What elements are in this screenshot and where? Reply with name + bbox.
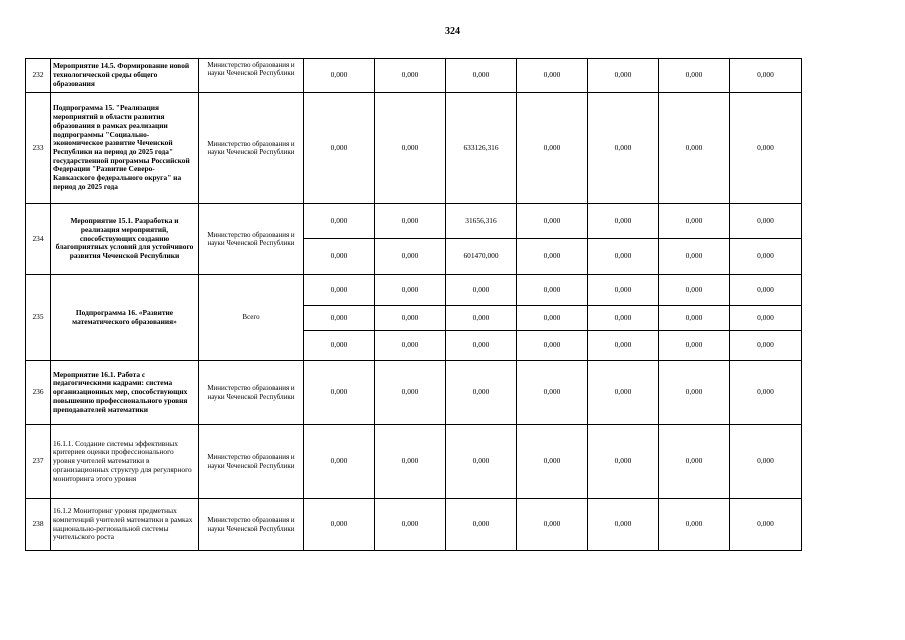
row-number: 232 xyxy=(26,59,51,93)
value-cell: 0,000 xyxy=(588,425,659,499)
row-number: 236 xyxy=(26,361,51,425)
row-number: 238 xyxy=(26,499,51,551)
activity-name: Подпрограмма 15. "Реализация мероприятий в области развития образования в рамках реализации подпрограммы "Социально-экономическое развитие Чеченской Республики на период до 2025 года" государственной программы Российской Федерации "Развитие Северо-Кавказского федерального округа" на период до 2025 года xyxy=(51,93,199,204)
value-cell: 0,000 xyxy=(588,275,659,306)
value-cell: 0,000 xyxy=(375,275,446,306)
value-cell: 0,000 xyxy=(304,306,375,331)
value-cell: 0,000 xyxy=(659,499,730,551)
value-cell: 0,000 xyxy=(375,93,446,204)
row-number: 234 xyxy=(26,204,51,275)
value-cell: 0,000 xyxy=(730,275,802,306)
table-row xyxy=(26,275,802,306)
row-number: 237 xyxy=(26,425,51,499)
table-row xyxy=(26,361,802,425)
value-cell: 0,000 xyxy=(517,499,588,551)
value-cell: 0,000 xyxy=(730,331,802,361)
value-cell: 0,000 xyxy=(659,59,730,93)
value-cell: 0,000 xyxy=(446,331,517,361)
value-cell: 0,000 xyxy=(304,93,375,204)
value-cell: 0,000 xyxy=(659,239,730,275)
value-cell: 0,000 xyxy=(659,331,730,361)
value-cell: 0,000 xyxy=(304,331,375,361)
table-row xyxy=(26,59,802,93)
table-row xyxy=(26,425,802,499)
value-cell: 0,000 xyxy=(730,499,802,551)
value-cell: 0,000 xyxy=(517,204,588,239)
value-cell: 0,000 xyxy=(588,361,659,425)
value-cell: 0,000 xyxy=(730,425,802,499)
value-cell: 0,000 xyxy=(659,306,730,331)
value-cell: 0,000 xyxy=(730,361,802,425)
value-cell: 0,000 xyxy=(446,361,517,425)
value-cell: 0,000 xyxy=(446,275,517,306)
value-cell: 0,000 xyxy=(517,306,588,331)
value-cell: 0,000 xyxy=(517,425,588,499)
value-cell: 0,000 xyxy=(375,331,446,361)
value-cell: 0,000 xyxy=(659,275,730,306)
value-cell: 0,000 xyxy=(659,361,730,425)
value-cell: 0,000 xyxy=(659,425,730,499)
row-number: 235 xyxy=(26,275,51,361)
value-cell: 0,000 xyxy=(446,425,517,499)
responsible-executor: Министерство образования и науки Чеченской Республики xyxy=(199,59,304,93)
value-cell: 0,000 xyxy=(588,59,659,93)
responsible-executor: Министерство образования и науки Чеченской Республики xyxy=(199,499,304,551)
responsible-executor: Всего xyxy=(199,275,304,361)
value-cell: 0,000 xyxy=(304,204,375,239)
value-cell: 0,000 xyxy=(730,93,802,204)
value-cell: 0,000 xyxy=(588,306,659,331)
value-cell: 0,000 xyxy=(659,93,730,204)
value-cell: 0,000 xyxy=(588,239,659,275)
responsible-executor: Министерство образования и науки Чеченской Республики xyxy=(199,93,304,204)
responsible-executor: Министерство образования и науки Чеченской Республики xyxy=(199,425,304,499)
value-cell: 0,000 xyxy=(375,499,446,551)
value-cell: 0,000 xyxy=(304,361,375,425)
value-cell: 0,000 xyxy=(517,361,588,425)
value-cell: 0,000 xyxy=(446,499,517,551)
value-cell: 0,000 xyxy=(304,499,375,551)
value-cell: 0,000 xyxy=(588,93,659,204)
value-cell: 0,000 xyxy=(375,204,446,239)
value-cell: 0,000 xyxy=(375,239,446,275)
value-cell: 0,000 xyxy=(659,204,730,239)
table-row xyxy=(26,93,802,204)
value-cell: 0,000 xyxy=(304,239,375,275)
value-cell: 0,000 xyxy=(304,425,375,499)
value-cell: 0,000 xyxy=(730,239,802,275)
value-cell: 0,000 xyxy=(588,204,659,239)
value-cell: 601470,000 xyxy=(446,239,517,275)
table-row xyxy=(26,499,802,551)
value-cell: 0,000 xyxy=(730,59,802,93)
page-number: 324 xyxy=(445,26,460,37)
value-cell: 0,000 xyxy=(517,93,588,204)
value-cell: 0,000 xyxy=(588,499,659,551)
value-cell: 0,000 xyxy=(304,59,375,93)
responsible-executor: Министерство образования и науки Чеченской Республики xyxy=(199,204,304,275)
value-cell: 0,000 xyxy=(375,361,446,425)
value-cell: 0,000 xyxy=(517,59,588,93)
value-cell: 0,000 xyxy=(375,425,446,499)
activity-name: Мероприятие 14.5. Формирование новой технологической среды общего образования xyxy=(51,59,199,93)
value-cell: 0,000 xyxy=(517,331,588,361)
value-cell: 0,000 xyxy=(730,204,802,239)
value-cell: 0,000 xyxy=(446,306,517,331)
value-cell: 633126,316 xyxy=(446,93,517,204)
activity-name: Мероприятие 16.1. Работа с педагогическими кадрами: система организационных мер, способствующих повышению профессионального уровня преподавателей математики xyxy=(51,361,199,425)
value-cell: 0,000 xyxy=(517,239,588,275)
activity-name: Мероприятие 15.1. Разработка и реализация мероприятий, способствующих созданию благоприятных условий для устойчивого развития Чеченской Республики xyxy=(51,204,199,275)
value-cell: 0,000 xyxy=(375,59,446,93)
activity-name: 16.1.2 Мониторинг уровня предметных компетенций учителей математики в рамках национально-региональной системы учительского роста xyxy=(51,499,199,551)
table-row xyxy=(26,204,802,239)
value-cell: 0,000 xyxy=(304,275,375,306)
activity-name: Подпрограмма 16. «Развитие математического образования» xyxy=(51,275,199,361)
responsible-executor: Министерство образования и науки Чеченской Республики xyxy=(199,361,304,425)
activity-name: 16.1.1. Создание системы эффективных критериев оценки профессионального уровня учителей математики в организационных структур для регулярного мониторинга этого уровня xyxy=(51,425,199,499)
value-cell: 0,000 xyxy=(446,59,517,93)
value-cell: 31656,316 xyxy=(446,204,517,239)
value-cell: 0,000 xyxy=(730,306,802,331)
budget-table xyxy=(25,58,802,551)
value-cell: 0,000 xyxy=(517,275,588,306)
value-cell: 0,000 xyxy=(588,331,659,361)
value-cell: 0,000 xyxy=(375,306,446,331)
row-number: 233 xyxy=(26,93,51,204)
